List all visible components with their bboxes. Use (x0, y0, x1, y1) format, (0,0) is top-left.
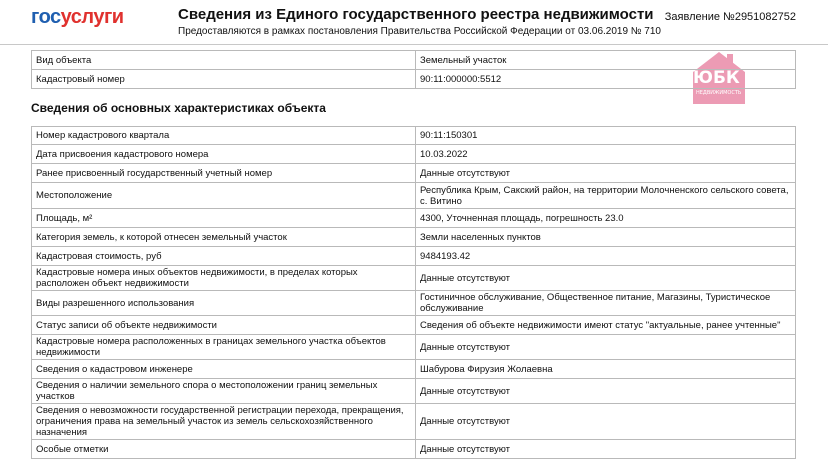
row-label: Сведения о кадастровом инженере (32, 360, 416, 379)
table-row (32, 266, 796, 291)
row-value: 9484193.42 (416, 247, 796, 266)
row-value: Данные отсутствуют (416, 440, 796, 459)
row-value: Данные отсутствуют (416, 266, 796, 291)
table-row (32, 209, 796, 228)
row-value: Гостиничное обслуживание, Общественное питание, Магазины, Туристическое обслуживание (416, 291, 796, 316)
watermark-subtext: НЕДВИЖИМОСТЬ (696, 90, 742, 96)
table-row (32, 440, 796, 459)
table-row (32, 164, 796, 183)
row-label: Вид объекта (32, 51, 416, 70)
table-row (32, 291, 796, 316)
row-label: Категория земель, к которой отнесен земельный участок (32, 228, 416, 247)
document-subtitle: Предоставляются в рамках постановления Правительства Российской Федерации от 03.06.2019 № 710 (178, 26, 661, 37)
row-value: Данные отсутствуют (416, 379, 796, 404)
row-label: Особые отметки (32, 440, 416, 459)
table-row (32, 228, 796, 247)
row-value: Сведения об объекте недвижимости имеют статус "актуальные, ранее учтенные" (416, 316, 796, 335)
row-value: Данные отсутствуют (416, 335, 796, 360)
row-label: Виды разрешенного использования (32, 291, 416, 316)
table-row (32, 404, 796, 440)
row-label: Кадастровый номер (32, 70, 416, 89)
application-number: Заявление №2951082752 (664, 11, 796, 23)
table-row (32, 183, 796, 209)
row-value: 90:11:000000:5512 (416, 70, 796, 89)
row-value: 4300, Уточненная площадь, погрешность 23.0 (416, 209, 796, 228)
row-label: Номер кадастрового квартала (32, 127, 416, 145)
table-row (32, 247, 796, 266)
row-value: Земли населенных пунктов (416, 228, 796, 247)
row-value: 10.03.2022 (416, 145, 796, 164)
table-row (32, 360, 796, 379)
table-row (32, 335, 796, 360)
row-label: Кадастровые номера расположенных в границах земельного участка объектов недвижимости (32, 335, 416, 360)
document-title: Сведения из Единого государственного реестра недвижимости (178, 6, 654, 23)
row-value: Земельный участок (416, 51, 796, 70)
row-label: Площадь, м² (32, 209, 416, 228)
row-label: Местоположение (32, 183, 416, 209)
table-row (32, 70, 796, 89)
row-value: Шабурова Фирузия Жолаевна (416, 360, 796, 379)
table-row (32, 127, 796, 145)
row-label: Кадастровые номера иных объектов недвижимости, в пределах которых расположен объект недвижимости (32, 266, 416, 291)
row-value: Данные отсутствуют (416, 164, 796, 183)
table-row (32, 316, 796, 335)
table-row (32, 51, 796, 70)
characteristics-table (31, 126, 796, 459)
row-label: Сведения о наличии земельного спора о местоположении границ земельных участков (32, 379, 416, 404)
object-identity-table (31, 50, 796, 89)
row-value: 90:11:150301 (416, 127, 796, 145)
gosuslugi-logo: госуслуги (31, 6, 124, 28)
table-row (32, 379, 796, 404)
row-label: Кадастровая стоимость, руб (32, 247, 416, 266)
row-label: Дата присвоения кадастрового номера (32, 145, 416, 164)
section-title: Сведения об основных характеристиках объекта (31, 101, 326, 115)
table-row (32, 145, 796, 164)
row-label: Статус записи об объекте недвижимости (32, 316, 416, 335)
row-value: Данные отсутствуют (416, 404, 796, 440)
watermark-text: ЮБК (693, 68, 740, 88)
row-label: Сведения о невозможности государственной регистрации перехода, прекращения, ограничения права на земельный участок из земель сельскохозяйственного назначения (32, 404, 416, 440)
row-value: Республика Крым, Сакский район, на территории Молочненского сельского совета, с. Витино (416, 183, 796, 209)
document-header (0, 0, 828, 45)
row-label: Ранее присвоенный государственный учетный номер (32, 164, 416, 183)
